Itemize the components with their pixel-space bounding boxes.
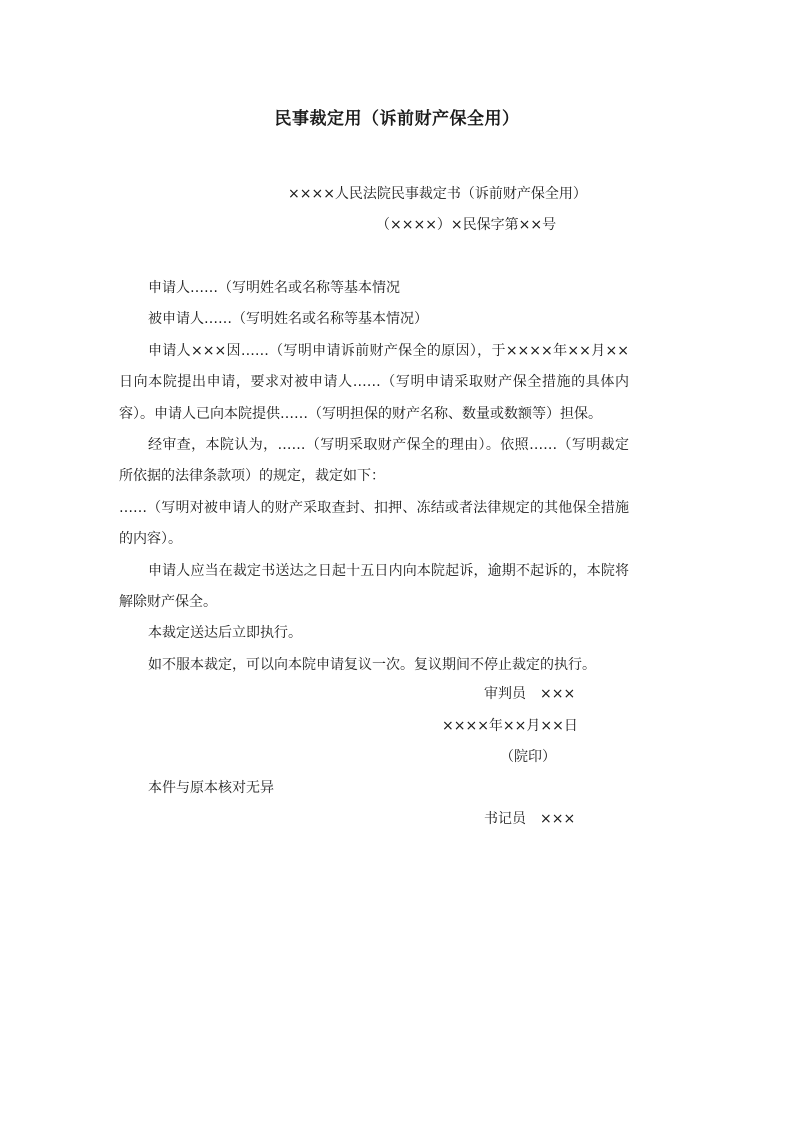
review-paragraph: 经审查，本院认为，……（写明采取财产保全的理由）。依照……（写明裁定所依据的法律条款项）的规定，裁定如下：: [119, 437, 629, 485]
court-seal: （院印）: [500, 749, 556, 765]
application-paragraph: 申请人×××因……（写明申请诉前财产保全的原因），于××××年××月××日向本院提出申请，要求对被申请人……（写明申请采取财产保全措施的具体内容）。申请人已向本院提供……（写明担保的财产名称、数量或数额等）担保。: [119, 342, 629, 422]
document-title: 民事裁定用（诉前财产保全用）: [274, 109, 520, 129]
execution-paragraph: 本裁定送达后立即执行。: [148, 625, 302, 642]
ruling-body: [119, 273, 629, 681]
clerk-signature: 书记员 ×××: [484, 811, 576, 827]
respondent-paragraph: 被申请人……（写明姓名或名称等基本情况）: [148, 311, 428, 328]
appeal-paragraph: 如不服本裁定，可以向本院申请复议一次。复议期间不停止裁定的执行。: [148, 656, 596, 673]
ruling-date: ××××年××月××日: [442, 718, 578, 734]
verification-note: 本件与原本核对无异: [148, 780, 274, 796]
ruling-content-paragraph: ……（写明对被申请人的财产采取查封、扣押、冻结或者法律规定的其他保全措施的内容）。: [119, 499, 629, 548]
court-ruling-heading: ××××人民法院民事裁定书（诉前财产保全用）: [288, 186, 587, 202]
lawsuit-deadline-paragraph: 申请人应当在裁定书送达之日起十五日内向本院起诉，逾期不起诉的，本院将解除财产保全。: [119, 562, 629, 611]
applicant-paragraph: 申请人……（写明姓名或名称等基本情况: [148, 280, 400, 296]
judge-signature: 审判员 ×××: [484, 686, 576, 702]
case-number: （××××）×民保字第××号: [376, 217, 557, 233]
